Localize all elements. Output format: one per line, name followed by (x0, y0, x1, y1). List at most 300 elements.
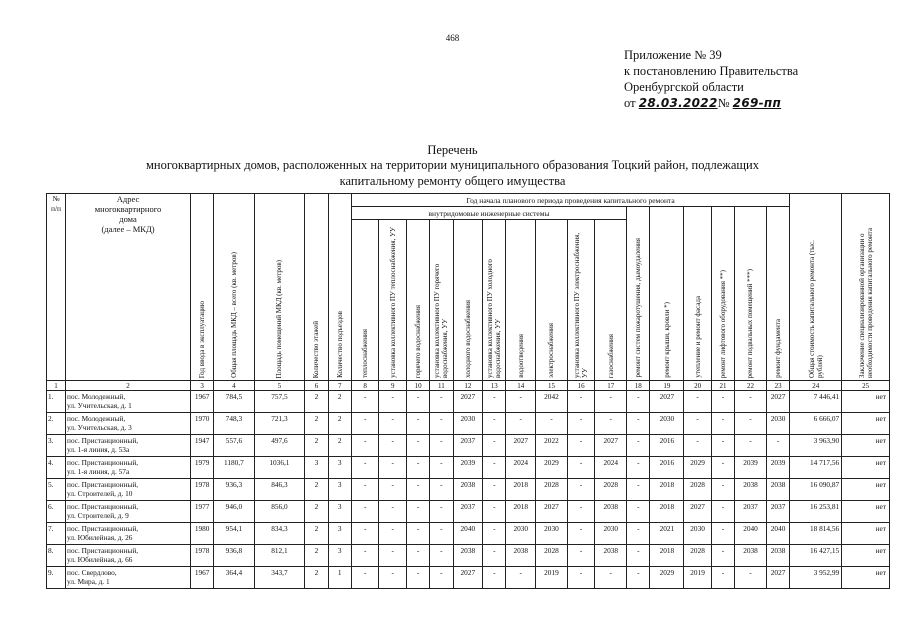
cell-c21: - (711, 567, 734, 589)
total-cost-cell: 16 427,15 (790, 545, 842, 567)
cell-ent: 3 (328, 545, 351, 567)
header-basement: ремонт подвальных помещений ***) (735, 207, 767, 381)
cell-c21: - (711, 457, 734, 479)
cell-year: 1978 (190, 479, 213, 501)
appendix-doc-number: 269-пп (732, 96, 782, 110)
cell-c9: - (379, 457, 407, 479)
cell-ent: 3 (328, 479, 351, 501)
cell-c22: - (735, 391, 767, 413)
column-number-cell: 1 (47, 381, 66, 391)
column-number-cell: 23 (766, 381, 789, 391)
cell-area: 557,6 (214, 435, 254, 457)
header-pu-heat: установка коллективного ПУ теплоснабжения, УУ (379, 220, 407, 381)
cell-c14: 2024 (506, 457, 536, 479)
column-number-cell: 10 (406, 381, 429, 391)
header-year-commission: Год ввода в эксплуатацию (190, 194, 213, 381)
cell-ent: 2 (328, 391, 351, 413)
row-number-cell: 5. (47, 479, 66, 501)
address-line-1: пос. Пристанционный, (67, 436, 139, 445)
total-cost-cell: 14 717,56 (790, 457, 842, 479)
cell-c21: - (711, 501, 734, 523)
cell-area: 784,5 (214, 391, 254, 413)
cell-c13: - (483, 567, 506, 589)
conclusion-cell: нет (842, 501, 890, 523)
buildings-table (46, 193, 890, 589)
address-line-1: пос. Пристанционный, (67, 546, 139, 555)
address-line-2: ул. Учительская, д. 1 (67, 401, 132, 410)
cell-c23: - (766, 435, 789, 457)
cell-c12: 2030 (453, 413, 483, 435)
header-entrances: Количество подъездов (328, 194, 351, 381)
address-cell (66, 545, 191, 567)
cell-c10: - (406, 479, 429, 501)
cell-c13: - (483, 523, 506, 545)
cell-c9: - (379, 567, 407, 589)
row-number-cell: 3. (47, 435, 66, 457)
cell-area: 1180,7 (214, 457, 254, 479)
cell-prem: 343,7 (254, 567, 305, 589)
column-number-cell: 17 (595, 381, 627, 391)
header-foundation: ремонт фундамента (766, 207, 789, 381)
cell-c14: 2030 (506, 523, 536, 545)
cell-year: 1947 (190, 435, 213, 457)
column-number-cell: 6 (305, 381, 328, 391)
cell-c20: 2027 (684, 501, 712, 523)
cell-c16: - (567, 479, 595, 501)
cell-c15: 2027 (536, 501, 568, 523)
cell-c12: 2037 (453, 501, 483, 523)
cell-prem: 812,1 (254, 545, 305, 567)
cell-c14: 2027 (506, 435, 536, 457)
cell-c21: - (711, 413, 734, 435)
cell-c8: - (351, 435, 379, 457)
column-number-cell: 7 (328, 381, 351, 391)
cell-c11: - (430, 391, 453, 413)
cell-c8: - (351, 391, 379, 413)
cell-c19: 2027 (650, 391, 684, 413)
header-elevator: ремонт лифтового оборудования **) (711, 207, 734, 381)
cell-floors: 3 (305, 457, 328, 479)
cell-c9: - (379, 413, 407, 435)
cell-c10: - (406, 567, 429, 589)
address-line-2: ул. Строителей, д. 9 (67, 511, 129, 520)
cell-c21: - (711, 435, 734, 457)
cell-c12: 2040 (453, 523, 483, 545)
cell-c12: 2027 (453, 567, 483, 589)
conclusion-cell: нет (842, 391, 890, 413)
column-number-cell: 5 (254, 381, 305, 391)
cell-c10: - (406, 435, 429, 457)
document-subtitle-line-2: капитальному ремонту общего имущества (339, 174, 566, 188)
cell-floors: 2 (305, 523, 328, 545)
cell-ent: 1 (328, 567, 351, 589)
column-number-cell: 12 (453, 381, 483, 391)
cell-c20: 2028 (684, 545, 712, 567)
cell-c10: - (406, 413, 429, 435)
conclusion-cell: нет (842, 435, 890, 457)
cell-ent: 3 (328, 457, 351, 479)
cell-c8: - (351, 523, 379, 545)
cell-floors: 2 (305, 545, 328, 567)
cell-floors: 2 (305, 413, 328, 435)
cell-c14: - (506, 391, 536, 413)
cell-area: 364,4 (214, 567, 254, 589)
appendix-block (624, 47, 894, 111)
appendix-number-sign: № (717, 96, 730, 110)
cell-c22: - (735, 413, 767, 435)
cell-year: 1977 (190, 501, 213, 523)
column-number-cell: 19 (650, 381, 684, 391)
row-number-cell: 1. (47, 391, 66, 413)
address-cell (66, 501, 191, 523)
cell-c18: - (627, 479, 650, 501)
header-engineering-systems: внутридомовые инженерные системы (351, 207, 626, 220)
conclusion-cell: нет (842, 457, 890, 479)
cell-year: 1967 (190, 391, 213, 413)
cell-c17: 2024 (595, 457, 627, 479)
cell-c15: 2022 (536, 435, 568, 457)
cell-c20: - (684, 435, 712, 457)
column-number-cell: 20 (684, 381, 712, 391)
cell-c23: 2037 (766, 501, 789, 523)
header-sewer: водоотведения (506, 220, 536, 381)
column-numbers-row (47, 381, 890, 391)
cell-c11: - (430, 567, 453, 589)
column-number-cell: 24 (790, 381, 842, 391)
cell-c23: 2030 (766, 413, 789, 435)
cell-c19: 2016 (650, 435, 684, 457)
header-pu-hot-water: установка коллективного ПУ горячего водоснабжения, УУ (430, 220, 453, 381)
row-number-cell: 2. (47, 413, 66, 435)
cell-c10: - (406, 545, 429, 567)
column-number-cell: 16 (567, 381, 595, 391)
column-number-cell: 14 (506, 381, 536, 391)
cell-c14: - (506, 413, 536, 435)
document-title: Перечень (427, 143, 478, 157)
cell-c17: 2030 (595, 523, 627, 545)
column-number-cell: 3 (190, 381, 213, 391)
row-number-cell: 8. (47, 545, 66, 567)
header-premises-area: Площадь помещений МКД (кв. метров) (254, 194, 305, 381)
conclusion-cell: нет (842, 567, 890, 589)
cell-c22: 2037 (735, 501, 767, 523)
cell-area: 748,3 (214, 413, 254, 435)
header-pu-cold-water: установка коллективного ПУ холодного водоснабжения, УУ (483, 220, 506, 381)
cell-ent: 2 (328, 435, 351, 457)
cell-c20: - (684, 391, 712, 413)
cell-c12: 2037 (453, 435, 483, 457)
cell-c21: - (711, 545, 734, 567)
cell-floors: 2 (305, 501, 328, 523)
header-pu-electricity: установка коллективного ПУ электроснабжения, УУ (567, 220, 595, 381)
cell-c9: - (379, 523, 407, 545)
address-cell (66, 435, 191, 457)
cell-c9: - (379, 391, 407, 413)
cell-c14: 2018 (506, 479, 536, 501)
cell-c15: - (536, 413, 568, 435)
cell-c16: - (567, 457, 595, 479)
table-row (47, 501, 890, 523)
cell-c16: - (567, 523, 595, 545)
appendix-line-1: Приложение № 39 (624, 48, 722, 62)
row-number-cell: 4. (47, 457, 66, 479)
address-line-2: ул. Юбилейная, д. 26 (67, 533, 133, 542)
cell-c15: 2029 (536, 457, 568, 479)
cell-year: 1978 (190, 545, 213, 567)
conclusion-cell: нет (842, 479, 890, 501)
cell-c23: 2038 (766, 545, 789, 567)
cell-c12: 2038 (453, 545, 483, 567)
header-fire-systems: ремонт систем пожаротушения, дымоудаления (627, 207, 650, 381)
cell-c17: - (595, 391, 627, 413)
cell-c13: - (483, 501, 506, 523)
cell-ent: 3 (328, 523, 351, 545)
cell-c20: 2028 (684, 479, 712, 501)
cell-c8: - (351, 545, 379, 567)
cell-c10: - (406, 391, 429, 413)
cell-c22: 2038 (735, 479, 767, 501)
cell-year: 1967 (190, 567, 213, 589)
cell-c17: 2038 (595, 501, 627, 523)
conclusion-cell: нет (842, 523, 890, 545)
cell-c23: 2038 (766, 479, 789, 501)
cell-c15: 2028 (536, 545, 568, 567)
cell-c19: 2018 (650, 479, 684, 501)
total-cost-cell: 16 253,81 (790, 501, 842, 523)
address-line-2: ул. 1-я линия, д. 57а (67, 467, 130, 476)
cell-c11: - (430, 457, 453, 479)
cell-prem: 497,6 (254, 435, 305, 457)
address-line-1: пос. Молодежный, (67, 392, 126, 401)
row-number-cell: 9. (47, 567, 66, 589)
address-line-1: пос. Молодежный, (67, 414, 126, 423)
header-total-cost: Общая стоимость капитального ремонта (тыс. рублей) (790, 194, 842, 381)
cell-c14: - (506, 567, 536, 589)
cell-area: 946,0 (214, 501, 254, 523)
cell-c23: 2027 (766, 391, 789, 413)
conclusion-cell: нет (842, 545, 890, 567)
cell-prem: 834,3 (254, 523, 305, 545)
cell-c13: - (483, 457, 506, 479)
header-facade: утепление и ремонт фасада (684, 207, 712, 381)
page-number: 468 (445, 33, 460, 43)
cell-c20: 2029 (684, 457, 712, 479)
cell-c16: - (567, 435, 595, 457)
cell-c13: - (483, 391, 506, 413)
header-hot-water: горячего водоснабжения (406, 220, 429, 381)
address-line-2: ул. Учительская, д. 3 (67, 423, 132, 432)
cell-c11: - (430, 435, 453, 457)
table-row (47, 567, 890, 589)
header-conclusion: Заключение специализированной организации о необходимости проведения капитального ремонта (842, 194, 890, 381)
cell-prem: 721,3 (254, 413, 305, 435)
cell-prem: 1036,1 (254, 457, 305, 479)
table-row (47, 457, 890, 479)
appendix-date: 28.03.2022 (638, 96, 718, 110)
appendix-line-2: к постановлению Правительства (624, 64, 799, 78)
table-row (47, 479, 890, 501)
address-cell (66, 413, 191, 435)
cell-c22: 2039 (735, 457, 767, 479)
cell-c17: 2027 (595, 435, 627, 457)
column-number-cell: 8 (351, 381, 379, 391)
cell-c20: - (684, 413, 712, 435)
cell-c14: 2038 (506, 545, 536, 567)
cell-prem: 757,5 (254, 391, 305, 413)
cell-c12: 2027 (453, 391, 483, 413)
cell-c9: - (379, 435, 407, 457)
row-number-cell: 7. (47, 523, 66, 545)
header-period: Год начала планового периода проведения капитального ремонта (351, 194, 789, 207)
cell-c15: 2019 (536, 567, 568, 589)
header-roof: ремонт крыши, кровли *) (650, 207, 684, 381)
header-num: № п/п (47, 194, 66, 381)
cell-floors: 2 (305, 479, 328, 501)
table-row (47, 435, 890, 457)
cell-floors: 2 (305, 391, 328, 413)
cell-c18: - (627, 457, 650, 479)
cell-c11: - (430, 545, 453, 567)
cell-area: 936,3 (214, 479, 254, 501)
cell-c17: 2038 (595, 545, 627, 567)
address-line-1: пос. Пристанционный, (67, 502, 139, 511)
header-total-area: Общая площадь МКД – всего (кв. метров) (214, 194, 254, 381)
total-cost-cell: 3 952,99 (790, 567, 842, 589)
cell-c15: 2028 (536, 479, 568, 501)
appendix-from-label: от (624, 96, 636, 110)
header-address: Адрес многоквартирного дома (далее – МКД) (66, 194, 191, 381)
cell-c18: - (627, 391, 650, 413)
cell-c11: - (430, 479, 453, 501)
address-line-2: ул. 1-я линия, д. 53а (67, 445, 130, 454)
cell-c12: 2038 (453, 479, 483, 501)
cell-c18: - (627, 435, 650, 457)
header-electricity: электроснабжения (536, 220, 568, 381)
cell-prem: 856,0 (254, 501, 305, 523)
cell-c23: 2027 (766, 567, 789, 589)
column-number-cell: 21 (711, 381, 734, 391)
total-cost-cell: 3 963,90 (790, 435, 842, 457)
column-number-cell: 22 (735, 381, 767, 391)
address-line-1: пос. Пристанционный, (67, 524, 139, 533)
cell-c22: - (735, 435, 767, 457)
column-number-cell: 2 (66, 381, 191, 391)
cell-c19: 2018 (650, 545, 684, 567)
cell-c18: - (627, 501, 650, 523)
address-line-1: пос. Свердлово, (67, 568, 117, 577)
header-gas: газоснабжения (595, 220, 627, 381)
address-line-2: ул. Строителей, д. 10 (67, 489, 133, 498)
appendix-line-4 (624, 95, 894, 111)
column-number-cell: 4 (214, 381, 254, 391)
cell-c18: - (627, 413, 650, 435)
cell-c22: - (735, 567, 767, 589)
cell-c17: - (595, 413, 627, 435)
cell-c17: 2028 (595, 479, 627, 501)
cell-c22: 2038 (735, 545, 767, 567)
cell-c17: - (595, 567, 627, 589)
column-number-cell: 11 (430, 381, 453, 391)
address-cell (66, 479, 191, 501)
cell-c8: - (351, 413, 379, 435)
cell-c16: - (567, 567, 595, 589)
cell-c10: - (406, 501, 429, 523)
table-row (47, 413, 890, 435)
cell-c11: - (430, 501, 453, 523)
cell-c8: - (351, 567, 379, 589)
cell-c14: 2018 (506, 501, 536, 523)
address-line-1: пос. Пристанционный, (67, 458, 139, 467)
column-number-cell: 18 (627, 381, 650, 391)
cell-c9: - (379, 501, 407, 523)
cell-floors: 2 (305, 567, 328, 589)
row-number-cell: 6. (47, 501, 66, 523)
cell-c23: 2040 (766, 523, 789, 545)
cell-c8: - (351, 501, 379, 523)
cell-c13: - (483, 435, 506, 457)
cell-c13: - (483, 413, 506, 435)
header-heating: теплоснабжения (351, 220, 379, 381)
column-number-cell: 15 (536, 381, 568, 391)
address-line-1: пос. Пристанционный, (67, 480, 139, 489)
cell-area: 936,8 (214, 545, 254, 567)
address-cell (66, 523, 191, 545)
cell-c20: 2019 (684, 567, 712, 589)
address-line-2: ул. Мира, д. 1 (67, 577, 110, 586)
cell-c16: - (567, 501, 595, 523)
column-number-cell: 9 (379, 381, 407, 391)
cell-ent: 3 (328, 501, 351, 523)
cell-c15: 2042 (536, 391, 568, 413)
cell-c10: - (406, 523, 429, 545)
cell-c16: - (567, 545, 595, 567)
cell-floors: 2 (305, 435, 328, 457)
document-subtitle-line-1: многоквартирных домов, расположенных на территории муниципального образования Тоцкий район, подлежащих (145, 158, 759, 172)
cell-c19: 2016 (650, 457, 684, 479)
cell-year: 1980 (190, 523, 213, 545)
cell-c11: - (430, 523, 453, 545)
address-line-2: ул. Юбилейная, д. 66 (67, 555, 133, 564)
appendix-line-3: Оренбургской области (624, 80, 744, 94)
cell-c18: - (627, 545, 650, 567)
header-floors: Количество этажей (305, 194, 328, 381)
cell-c9: - (379, 479, 407, 501)
header-cold-water: холодного водоснабжения (453, 220, 483, 381)
cell-c21: - (711, 479, 734, 501)
cell-c21: - (711, 391, 734, 413)
cell-c11: - (430, 413, 453, 435)
address-cell (66, 457, 191, 479)
cell-ent: 2 (328, 413, 351, 435)
cell-c19: 2030 (650, 413, 684, 435)
address-cell (66, 567, 191, 589)
cell-year: 1970 (190, 413, 213, 435)
cell-c18: - (627, 567, 650, 589)
cell-c15: 2030 (536, 523, 568, 545)
cell-c9: - (379, 545, 407, 567)
cell-c22: 2040 (735, 523, 767, 545)
cell-c8: - (351, 457, 379, 479)
cell-c13: - (483, 545, 506, 567)
cell-area: 954,1 (214, 523, 254, 545)
cell-c19: 2021 (650, 523, 684, 545)
address-cell (66, 391, 191, 413)
total-cost-cell: 18 814,56 (790, 523, 842, 545)
table-row (47, 545, 890, 567)
table-row (47, 391, 890, 413)
cell-year: 1979 (190, 457, 213, 479)
column-number-cell: 25 (842, 381, 890, 391)
